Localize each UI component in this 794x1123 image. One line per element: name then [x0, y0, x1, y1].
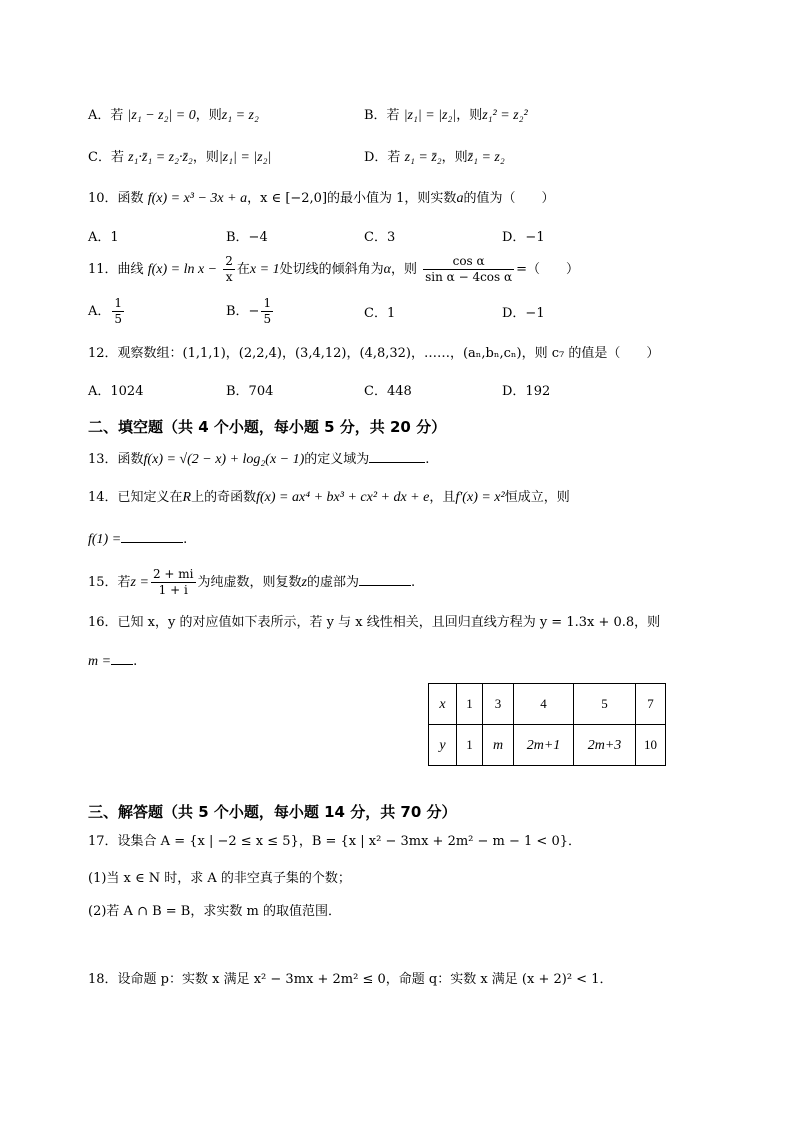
question-number: 14．已知定义在: [88, 490, 183, 505]
option-letter: B．−: [226, 304, 260, 319]
q11-option-c: C．1: [364, 306, 396, 321]
q10-option-c: C．3: [364, 230, 396, 245]
variable: z: [301, 575, 307, 590]
numerator: 1: [114, 296, 123, 310]
option-connector: ，则: [441, 150, 468, 165]
function-expression: f(x) = √(2 − x) + log₂(x − 1): [143, 452, 305, 467]
table-cell: 1: [457, 725, 483, 766]
table-cell: [483, 725, 514, 766]
stem-text: ，则: [390, 262, 417, 277]
header-var: x: [439, 696, 446, 712]
fraction: [261, 296, 273, 327]
q16-stem: 16．已知 x，y 的对应值如下表所示，若 y 与 x 线性相关，且回归直线方程为 y = 1.3x + 0.8，则: [88, 615, 661, 630]
denominator: x: [225, 270, 233, 284]
section-heading-solutions: 三、解答题（共 5 个小题，每小题 14 分，共 70 分）: [88, 803, 457, 821]
option-letter: A．: [88, 304, 111, 319]
stem-text: 恒成立，则: [504, 490, 570, 505]
q13-stem: [88, 450, 429, 469]
numerator: 2: [225, 254, 233, 268]
q18-stem: 18．设命题 p：实数 x 满足 x² − 3mx + 2m² ≤ 0，命题 q：实数 x 满足 (x + 2)² < 1．: [88, 972, 613, 987]
q11-stem: [88, 254, 579, 285]
stem-tail: =（ ）: [516, 262, 580, 277]
q11-option-a: [88, 296, 126, 327]
condition-expression: f′(x) = x²: [455, 490, 505, 505]
option-connector: ，则: [456, 108, 483, 123]
option-connector: ，则: [192, 150, 219, 165]
q9-option-d: [364, 149, 505, 167]
answer-expression: f(1) =: [88, 532, 122, 547]
q17-stem: 17．设集合 A = {x | −2 ≤ x ≤ 5}，B = {x | x² − 3mx + 2m² − m − 1 < 0}．: [88, 834, 581, 849]
section-heading-fill-in: 二、填空题（共 4 个小题，每小题 5 分，共 20 分）: [88, 418, 447, 436]
q9-option-a: [88, 107, 259, 125]
stem-text: 的虚部为: [306, 575, 359, 590]
answer-blank: [111, 652, 133, 665]
q10-stem: [88, 190, 554, 208]
table-cell: [429, 684, 457, 725]
numerator: cos α: [423, 254, 514, 270]
option-expression: |z₁ − z₂| = 0: [127, 108, 196, 123]
variable-expression: z =: [130, 575, 149, 590]
denominator: sin α − 4cos α: [425, 270, 513, 284]
question-number: 15．若: [88, 575, 131, 590]
stem-text: 的定义域为: [304, 452, 370, 467]
q14-answer-line: [88, 530, 187, 549]
table-cell: 7: [636, 684, 666, 725]
fraction: [223, 254, 235, 285]
numerator: 2 + mi: [152, 567, 194, 581]
option-expression: z₁·z̄₁ = z₂·z̄₂: [128, 150, 193, 165]
cell-expr: 2m+1: [526, 737, 561, 753]
option-expression: |z₁| = |z₂|: [403, 108, 457, 123]
option-conclusion: z₁ = z₂: [221, 108, 259, 123]
option-letter: D．若: [364, 150, 401, 165]
answer-expression: m =: [88, 654, 112, 669]
q9-option-b: [364, 107, 528, 125]
table-cell: 1: [457, 684, 483, 725]
q10-option-b: B．−4: [226, 230, 268, 245]
q12-option-a: A．1024: [88, 384, 144, 399]
q15-stem: [88, 567, 415, 598]
numerator: 1: [263, 296, 272, 310]
q12-option-b: B．704: [226, 384, 274, 399]
q16-data-table: [428, 683, 666, 766]
table-cell: 5: [574, 684, 636, 725]
table-cell: [429, 725, 457, 766]
table-row: [429, 684, 666, 725]
denominator: 1 + i: [158, 583, 188, 597]
stem-end: .: [425, 452, 430, 467]
q9-option-c: [88, 149, 271, 167]
answer-blank: [121, 530, 183, 543]
answer-blank: [359, 573, 411, 586]
option-conclusion: z₁² = z₂²: [482, 108, 528, 123]
table-cell: [574, 725, 636, 766]
function-expression: f(x) = ax⁴ + bx³ + cx² + dx + e: [256, 490, 430, 505]
denominator: 5: [114, 312, 123, 326]
stem-text: ，且: [429, 490, 456, 505]
table-cell: 4: [514, 684, 574, 725]
option-letter: B．若: [364, 108, 400, 123]
function-expression: f(x) = ln x −: [147, 262, 218, 277]
stem-text: 在: [236, 262, 250, 277]
table-cell: 10: [636, 725, 666, 766]
option-letter: C．若: [88, 150, 124, 165]
fraction: [112, 296, 124, 327]
q11-option-d: D．−1: [502, 306, 545, 321]
variable: a: [456, 191, 464, 206]
function-expression: f(x) = x³ − 3x + a: [147, 191, 248, 206]
header-var: y: [439, 737, 446, 753]
answer-blank: [369, 450, 425, 463]
stem-end: .: [183, 532, 188, 547]
q12-option-d: D．192: [502, 384, 551, 399]
stem-text: 处切线的倾斜角为: [279, 262, 384, 277]
table-cell: 3: [483, 684, 514, 725]
q10-option-d: D．−1: [502, 230, 545, 245]
set-symbol: R: [182, 490, 192, 505]
stem-text: 为纯虚数，则复数: [197, 575, 302, 590]
q14-stem: [88, 489, 570, 507]
denominator: 5: [263, 312, 272, 326]
q12-option-c: C．448: [364, 384, 412, 399]
q11-option-b: [226, 296, 275, 327]
question-number: 13．函数: [88, 452, 144, 467]
option-conclusion: |z₁| = |z₂|: [218, 150, 272, 165]
q17-part-1: (1)当 x ∈ N 时，求 A 的非空真子集的个数；: [88, 871, 351, 886]
fraction: [423, 254, 514, 285]
option-expression: z₁ = z̄₂: [404, 150, 442, 165]
domain-text: ，x ∈ [−2,0]: [247, 191, 328, 206]
option-connector: ，则: [195, 108, 222, 123]
q17-part-2: (2)若 A ∩ B = B，求实数 m 的取值范围．: [88, 904, 341, 919]
point: x = 1: [249, 262, 280, 277]
angle-symbol: α: [383, 262, 391, 277]
q12-stem: 12．观察数组：(1,1,1)，(2,2,4)，(3,4,12)，(4,8,32)，……，(aₙ,bₙ,cₙ)，则 c₇ 的值是（ ）: [88, 346, 660, 361]
stem-end: .: [133, 654, 138, 669]
question-number: 11．曲线: [88, 262, 144, 277]
option-letter: A．若: [88, 108, 124, 123]
table-cell: [514, 725, 574, 766]
cell-var: m: [492, 737, 504, 753]
stem-end: .: [410, 575, 416, 590]
stem-text: 的最小值为 1，则实数: [327, 191, 457, 206]
q16-answer-line: [88, 652, 137, 671]
fraction: [151, 567, 196, 598]
option-conclusion: z̄₁ = z₂: [467, 150, 505, 165]
question-number: 10．函数: [88, 191, 144, 206]
cell-expr: 2m+3: [587, 737, 622, 753]
stem-text: 上的奇函数: [191, 490, 257, 505]
stem-tail: 的值为（ ）: [463, 191, 555, 206]
table-row: [429, 725, 666, 766]
q10-option-a: A．1: [88, 230, 119, 245]
